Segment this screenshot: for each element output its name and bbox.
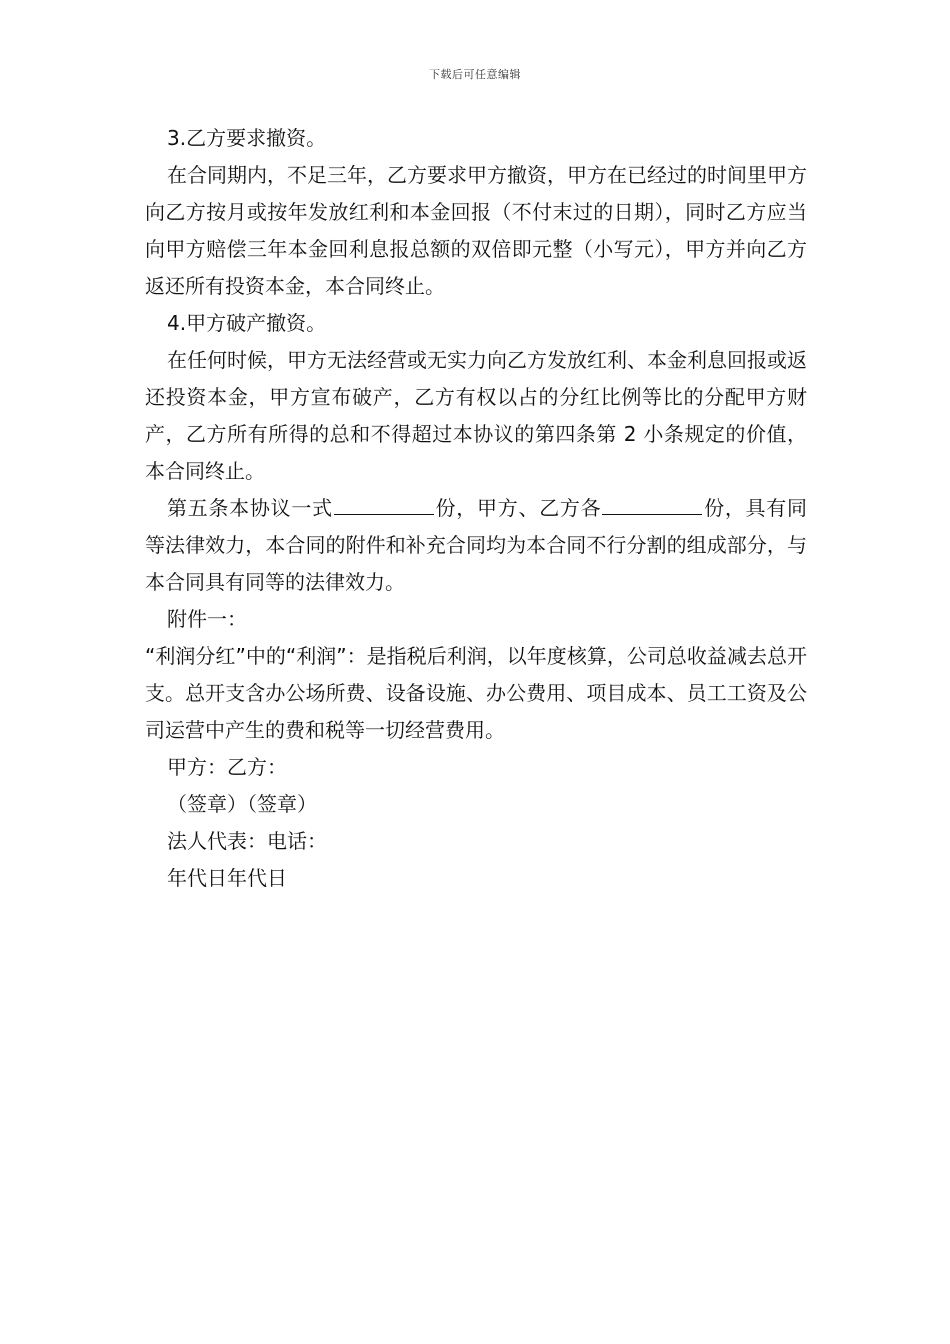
appendix-body: “利润分红”中的“利润”：是指税后利润，以年度核算，公司总收益减去总开支。总开支含办公场所费、设备设施、办公费用、项目成本、员工工资及公司运营中产生的费和税等一切经营费用。 — [145, 644, 807, 742]
section-3-title: 3.乙方要求撤资。 — [167, 126, 327, 150]
article-5-paragraph — [145, 490, 807, 601]
article-5-text-2: 份，甲方、乙方各 — [434, 496, 602, 520]
page-header-note: 下载后可任意编辑 — [429, 68, 521, 81]
signature-dates: 年代日年代日 — [167, 866, 287, 890]
section-4-body: 在任何时候，甲方无法经营或无实力向乙方发放红利、本金利息回报或返还投资本金，甲方宣布破产，乙方有权以占的分红比例等比的分配甲方财产，乙方所有所得的总和不得超过本协议的第四条第 2 小条规定的价值，本合同终止。 — [145, 348, 807, 483]
signature-parties: 甲方：乙方： — [167, 755, 287, 779]
appendix-title: 附件一： — [167, 607, 247, 631]
copies-each-blank[interactable] — [602, 492, 702, 515]
section-4-title: 4.甲方破产撤资。 — [167, 311, 327, 335]
section-3-body: 在合同期内，不足三年，乙方要求甲方撤资，甲方在已经过的时间里甲方向乙方按月或按年发放红利和本金回报（不付末过的日期），同时乙方应当向甲方赔偿三年本金回利息报总额的双倍即元整（小写元），甲方并向乙方返还所有投资本金，本合同终止。 — [145, 163, 807, 298]
signature-contact: 法人代表：电话： — [167, 829, 327, 853]
article-5-text-1: 第五条本协议一式 — [167, 496, 333, 520]
copies-total-blank[interactable] — [334, 492, 434, 515]
signature-seals: （签章）（签章） — [167, 792, 317, 816]
article-5-text-3: 份，具有同等法律效力，本合同的附件和补充合同均为本合同不行分割的组成部分，与本合同具有同等的法律效力。 — [145, 496, 808, 594]
document-body — [145, 120, 807, 897]
